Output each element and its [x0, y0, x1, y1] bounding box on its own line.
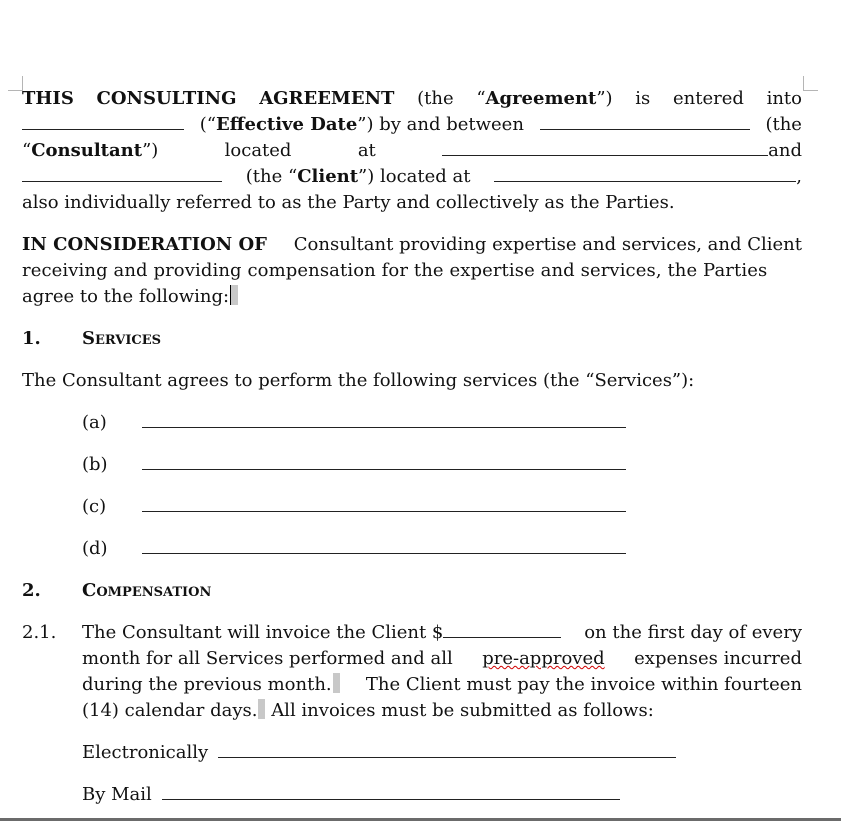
- client-address-group: [494, 164, 802, 190]
- agreement-defined-term: “Agreement”): [476, 88, 613, 109]
- service-item-blank[interactable]: [142, 494, 626, 512]
- intro-line-5: also individually referred to as the Party and collectively as the Parties.: [22, 192, 675, 213]
- electronic-label: Electronically: [82, 742, 209, 763]
- consideration-text: Consultant providing expertise and services, and Client: [293, 234, 802, 255]
- intro-word: CONSULTING: [96, 88, 237, 109]
- service-item-blank[interactable]: [142, 536, 626, 554]
- clause-2-1-line-3: [82, 672, 802, 698]
- service-item: [82, 410, 802, 436]
- consideration-line-2: [22, 258, 802, 284]
- consideration-text: receiving and providing compensation for the expertise and services, the Parties: [22, 260, 768, 281]
- service-item: [82, 536, 802, 562]
- consideration-line-3: [22, 284, 802, 310]
- spellcheck-word[interactable]: pre-approved: [482, 648, 605, 669]
- effective-date-blank[interactable]: [22, 112, 184, 130]
- clause-text: on the first day of every: [584, 622, 802, 643]
- section-title: Compensation: [82, 580, 212, 601]
- effective-date-defined-term: (“Effective Date”) by and between: [199, 114, 524, 135]
- intro-word: entered: [672, 88, 744, 109]
- highlight-marker: [258, 699, 265, 719]
- clause-text: during the previous month.: [82, 674, 332, 695]
- intro-word: ,: [796, 166, 802, 187]
- crop-mark-top-right: [803, 76, 818, 91]
- intro-line-2: [22, 112, 802, 138]
- consideration-text: agree to the following:: [22, 286, 230, 307]
- consultant-address-blank[interactable]: [442, 138, 768, 156]
- crop-mark-top-left: [8, 76, 23, 91]
- service-item-label: (b): [82, 454, 108, 475]
- clause-text: The Consultant will invoice the Client $: [82, 622, 444, 643]
- consideration-line-1: [22, 232, 802, 258]
- clause-2-1-line-2: [82, 646, 802, 672]
- service-item-blank[interactable]: [142, 410, 626, 428]
- consultant-defined-term: “Consultant”): [22, 140, 159, 161]
- mail-label: By Mail: [82, 784, 152, 805]
- intro-line-4: [22, 164, 802, 190]
- clause-text: month for all Services performed and all: [82, 648, 453, 669]
- client-defined-term: (the “Client”) located at: [245, 166, 471, 187]
- consideration-lead: IN CONSIDERATION OF: [22, 234, 267, 255]
- clause-text: expenses incurred: [634, 648, 802, 669]
- service-item-blank[interactable]: [142, 452, 626, 470]
- section-number: 1.: [22, 328, 41, 349]
- section-number: 2.: [22, 580, 41, 601]
- mail-address-blank[interactable]: [162, 782, 620, 800]
- intro-line-1: [22, 86, 802, 112]
- service-item-label: (d): [82, 538, 108, 559]
- service-item-label: (c): [82, 496, 107, 517]
- intro-word: AGREEMENT: [259, 88, 395, 109]
- section-1-heading: [22, 326, 802, 352]
- electronic-submission-line: [82, 740, 802, 766]
- intro-word: into: [766, 88, 802, 109]
- intro-line-3: [22, 138, 802, 164]
- clause-text: (14) calendar days.: [82, 700, 258, 721]
- intro-word: located: [224, 140, 292, 161]
- service-item: [82, 494, 802, 520]
- intro-word: THIS: [22, 88, 74, 109]
- intro-word: (the: [765, 114, 802, 135]
- invoice-amount-blank[interactable]: [443, 620, 561, 638]
- mail-submission-line: [82, 782, 802, 808]
- client-address-blank[interactable]: [494, 164, 796, 182]
- highlight-marker: [333, 673, 340, 693]
- service-item: [82, 452, 802, 478]
- service-item-label: (a): [82, 412, 107, 433]
- electronic-address-blank[interactable]: [218, 740, 676, 758]
- consultant-address-group: [442, 138, 802, 164]
- section-2-heading: [22, 578, 802, 604]
- clause-number: 2.1.: [22, 622, 57, 643]
- services-intro: The Consultant agrees to perform the following services (the “Services”):: [22, 370, 695, 391]
- document-page[interactable]: [22, 86, 802, 808]
- section-title: Services: [82, 328, 162, 349]
- clause-2-1-line-1: [22, 620, 802, 646]
- text-cursor: [230, 285, 238, 305]
- intro-word: and: [768, 140, 802, 161]
- intro-word: is: [635, 88, 651, 109]
- page-bottom-edge: [0, 818, 841, 821]
- clause-2-1-line-4: [82, 698, 802, 724]
- intro-word: (the: [417, 88, 454, 109]
- consultant-name-blank[interactable]: [540, 112, 750, 130]
- clause-text: The Client must pay the invoice within fourteen: [365, 674, 802, 695]
- intro-word: at: [357, 140, 376, 161]
- clause-text: All invoices must be submitted as follows:: [271, 700, 654, 721]
- client-name-blank[interactable]: [22, 164, 222, 182]
